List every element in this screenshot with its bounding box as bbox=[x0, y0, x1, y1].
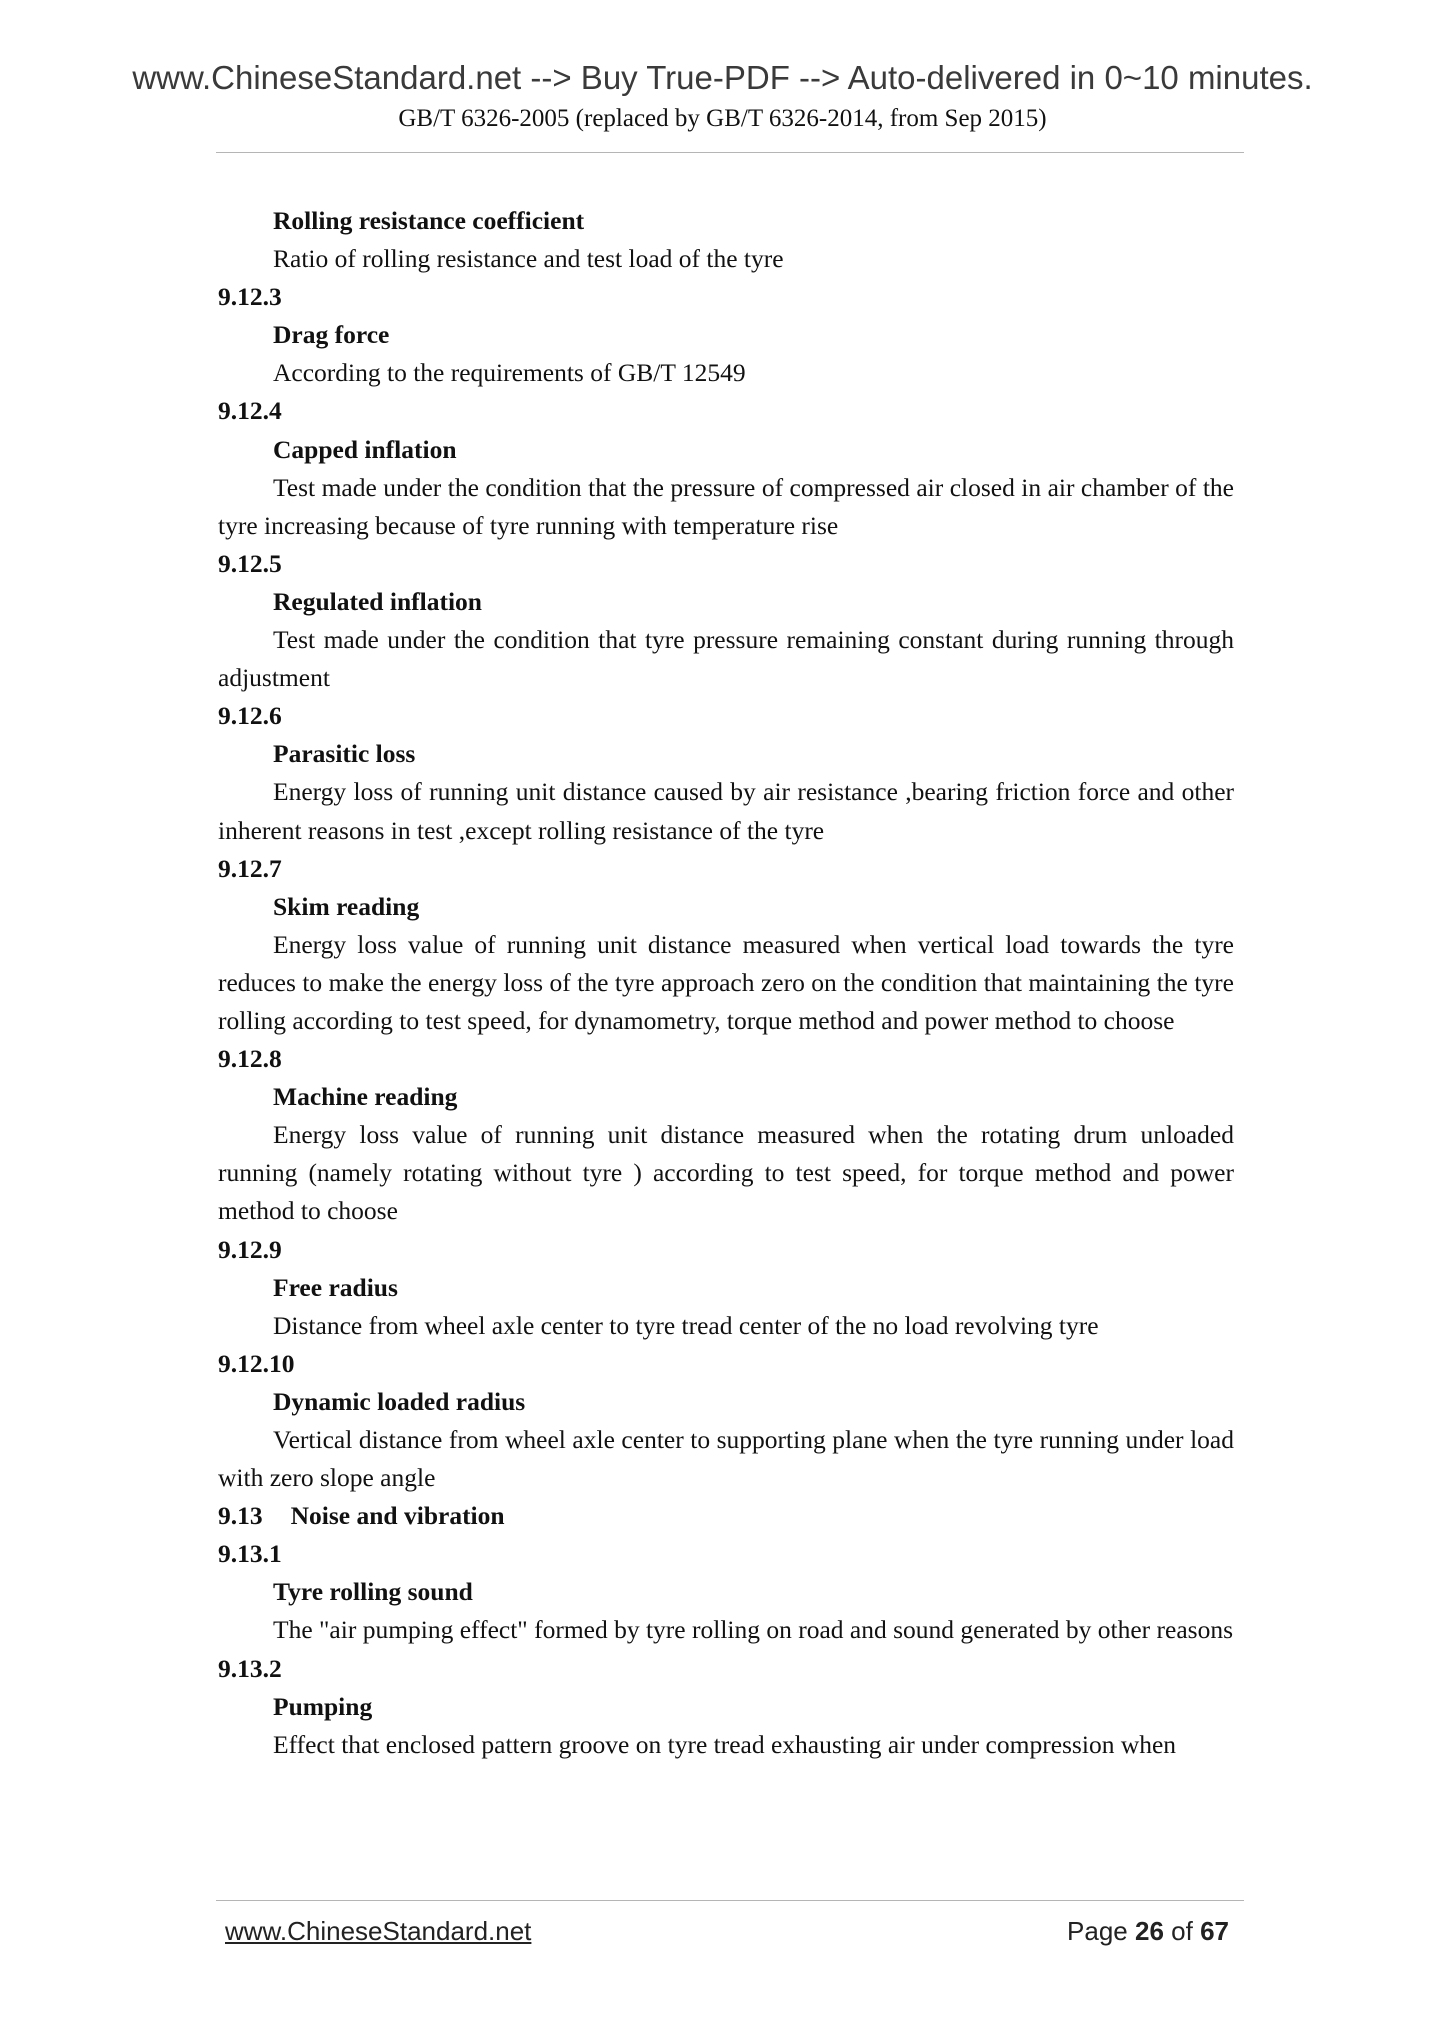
page-total: 67 bbox=[1200, 1916, 1229, 1946]
page-current: 26 bbox=[1135, 1916, 1164, 1946]
term-title: Pumping bbox=[273, 1691, 373, 1721]
page-of: of bbox=[1171, 1916, 1193, 1946]
site-banner[interactable]: www.ChineseStandard.net --> Buy True-PDF --> Auto-delivered in 0~10 minutes. bbox=[132, 59, 1313, 96]
term-definition: Energy loss of running unit distance caused by air resistance ,bearing friction force and other inherent reasons in test ,except rolling resistance of the tyre bbox=[218, 777, 1234, 845]
term-definition: Effect that enclosed pattern groove on tyre tread exhausting air under compression when bbox=[273, 1729, 1177, 1759]
standard-header: GB/T 6326-2005 (replaced by GB/T 6326-2014, from Sep 2015) bbox=[398, 105, 1047, 132]
clause-number: 9.12.4 bbox=[218, 396, 282, 426]
section-heading bbox=[218, 1497, 1234, 1535]
header-divider bbox=[216, 152, 1244, 153]
term-title: Regulated inflation bbox=[273, 586, 482, 616]
term-definition: According to the requirements of GB/T 12549 bbox=[273, 358, 746, 388]
page-indicator bbox=[1067, 1916, 1229, 1947]
term-definition: Vertical distance from wheel axle center to supporting plane when the tyre running under load with zero slope angle bbox=[218, 1425, 1234, 1493]
section-number: 9.13 bbox=[218, 1501, 263, 1531]
term-definition: Test made under the condition that tyre pressure remaining constant during running through adjustment bbox=[218, 625, 1234, 693]
term-definition: Energy loss value of running unit distance measured when the rotating drum unloaded running (namely rotating without tyre ) according to test speed, for torque method and power method to choose bbox=[218, 1120, 1234, 1226]
clause-number: 9.12.10 bbox=[218, 1348, 295, 1378]
term-definition: Energy loss value of running unit distance measured when vertical load towards the tyre reduces to make the energy loss of the tyre approach zero on the condition that maintaining the tyre rolling according to test speed, for dynamometry, torque method and power method to choose bbox=[218, 929, 1234, 1035]
clause-number: 9.12.8 bbox=[218, 1044, 282, 1074]
term-definition: The "air pumping effect" formed by tyre rolling on road and sound generated by other reasons bbox=[273, 1615, 1234, 1645]
term-definition: Ratio of rolling resistance and test load of the tyre bbox=[273, 244, 784, 274]
term-title: Free radius bbox=[273, 1272, 398, 1302]
clause-number: 9.12.5 bbox=[218, 548, 282, 578]
clause-number: 9.13.2 bbox=[218, 1653, 282, 1683]
term-title: Parasitic loss bbox=[273, 739, 416, 769]
term-title: Rolling resistance coefficient bbox=[273, 206, 585, 235]
term-title: Drag force bbox=[273, 320, 390, 350]
clause-number: 9.13.1 bbox=[218, 1539, 282, 1569]
page-prefix: Page bbox=[1067, 1916, 1128, 1946]
term-title: Skim reading bbox=[273, 891, 420, 921]
clause-number: 9.12.6 bbox=[218, 701, 282, 731]
term-title: Machine reading bbox=[273, 1082, 458, 1112]
clause-number: 9.12.3 bbox=[218, 282, 282, 312]
term-definition: Test made under the condition that the pressure of compressed air closed in air chamber of the tyre increasing because of tyre running with temperature rise bbox=[218, 472, 1234, 540]
term-title: Dynamic loaded radius bbox=[273, 1386, 526, 1416]
footer-site-link[interactable]: www.ChineseStandard.net bbox=[225, 1916, 532, 1946]
document-body bbox=[218, 202, 1234, 1764]
section-title: Noise and vibration bbox=[290, 1501, 505, 1531]
term-title: Tyre rolling sound bbox=[273, 1577, 473, 1607]
footer-divider bbox=[216, 1900, 1244, 1901]
clause-number: 9.12.9 bbox=[218, 1234, 282, 1264]
clause-number: 9.12.7 bbox=[218, 853, 282, 883]
term-definition: Distance from wheel axle center to tyre tread center of the no load revolving tyre bbox=[273, 1310, 1099, 1340]
term-title: Capped inflation bbox=[273, 434, 457, 464]
